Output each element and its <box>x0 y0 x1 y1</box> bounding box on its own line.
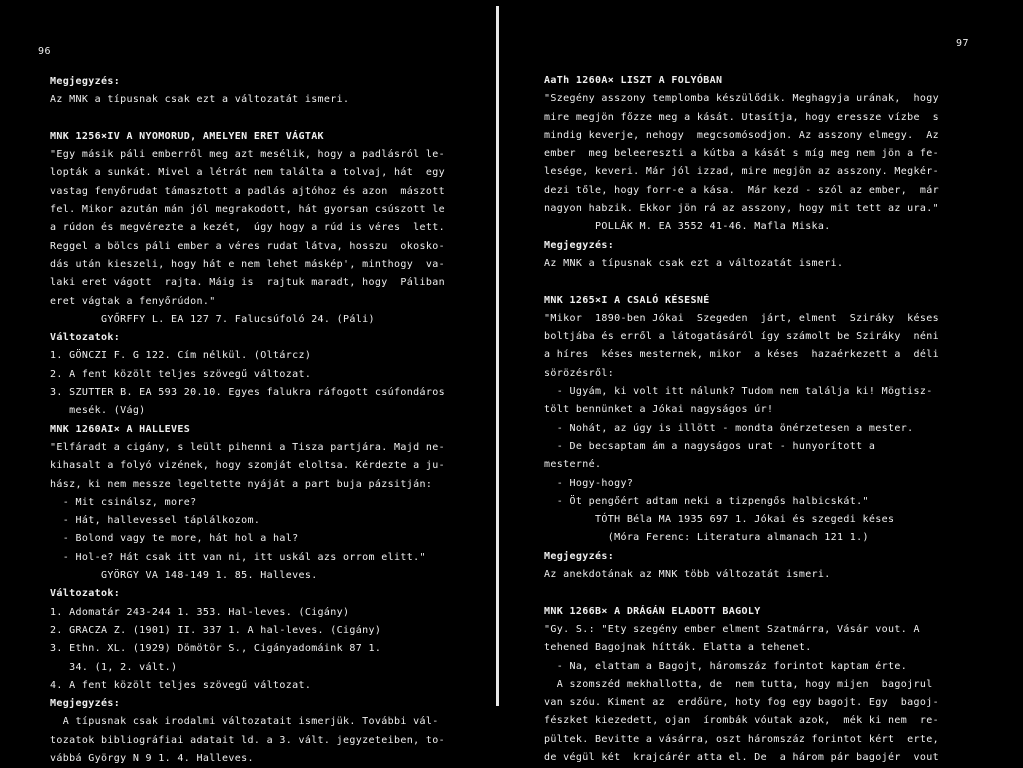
heading-line: MNK 1266B× A DRÁGÁN ELADOTT BAGOLY <box>544 605 761 617</box>
text-line <box>50 110 490 128</box>
text-line: dás után kieszeli, hogy hát e nem lehet máskép', minthogy va- <box>50 258 445 270</box>
heading-line: Változatok: <box>50 588 121 600</box>
text-line: 2. GRACZA Z. (1901) II. 337 1. A hal-leves. (Cigány) <box>50 624 382 636</box>
text-line: tozatok bibliográfiai adatait ld. a 3. vált. jegyzeteiben, to- <box>50 734 445 746</box>
heading-line: Megjegyzés: <box>544 550 615 562</box>
text-line <box>544 584 1018 602</box>
heading-line: Változatok: <box>50 332 121 344</box>
text-line: A típusnak csak irodalmi változatait ismerjük. További vál- <box>50 716 439 728</box>
text-line: mindig keverje, nehogy megcsomósodjon. Az asszony elmegy. Az <box>544 129 939 141</box>
text-line: 1. GÖNCZI F. G 122. Cím nélkül. (Oltárcz) <box>50 350 312 362</box>
text-line: boltjába és erről a látogatásáról így számolt be Sziráky néni <box>544 331 939 343</box>
text-line: - Hát, hallevessel táplálkozom. <box>50 515 261 527</box>
text-line: - Na, elattam a Bagojt, háromszáz forintot kaptam érte. <box>544 660 908 672</box>
text-line: 3. SZUTTER B. EA 593 20.10. Egyes falukra ráfogott csúfondáros <box>50 387 445 399</box>
text-line: POLLÁK M. EA 3552 41-46. Mafla Miska. <box>544 221 831 233</box>
text-line: "Mikor 1890-ben Jókai Szegeden járt, elment Sziráky késes <box>544 312 939 324</box>
text-line: - Nohát, az úgy is illött - mondta önérzetesen a mester. <box>544 422 914 434</box>
text-line: "Egy másik páli emberről meg azt mesélik, hogy a padlásról le- <box>50 149 445 161</box>
text-line: dezi tőle, hogy forr-e a kása. Már kezd - szól az ember, már <box>544 184 939 196</box>
text-line <box>544 273 1018 291</box>
heading-line: MNK 1260AI× A HALLEVES <box>50 423 191 435</box>
text-line: 3. Ethn. XL. (1929) Dömötör S., Cigányadomáink 87 1. <box>50 643 382 655</box>
text-line: sörözésről: <box>544 367 615 379</box>
text-line: - Ugyám, ki volt itt nálunk? Tudom nem találja ki! Mögtisz- <box>544 386 933 398</box>
text-line: lesége, keveri. Már jól izzad, mire megjön az asszony. Megkér- <box>544 166 939 178</box>
text-line: "Gy. S.: "Ety szegény ember elment Szatmárra, Vásár vout. A <box>544 623 920 635</box>
text-line: nagyon habzik. Ekkor jön rá az asszony, hogy mit tett az ura." <box>544 203 939 215</box>
text-line: Az anekdotának az MNK több változatát ismeri. <box>544 569 831 581</box>
text-line: Az MNK a típusnak csak ezt a változatát ismeri. <box>544 257 844 269</box>
heading-line: Megjegyzés: <box>50 76 121 87</box>
text-line: a híres késes mesternek, mikor a késes hazaérkezett a déli <box>544 349 939 361</box>
text-line: hász, ki nem messze legeltette nyáját a part buja pázsitján: <box>50 478 433 490</box>
text-line: 4. A fent közölt teljes szövegű változat. <box>50 679 312 691</box>
text-line: laki eret vágott rajta. Máig is rajtuk maradt, hogy Páliban <box>50 277 445 289</box>
text-line: "Elfáradt a cigány, s leült pihenni a Tisza partjára. Majd ne- <box>50 441 445 453</box>
text-line: lopták a sunkát. Mivel a létrát nem találta a tolvaj, hát egy <box>50 167 445 179</box>
text-line: GYÖRGY VA 148-149 1. 85. Halleves. <box>50 570 318 582</box>
text-line: - Mit csinálsz, more? <box>50 496 197 508</box>
text-line: 34. (1, 2. vált.) <box>50 661 178 673</box>
text-line: 1. Adomatár 243-244 1. 353. Hal-leves. (Cigány) <box>50 606 350 618</box>
text-line: 2. A fent közölt teljes szövegű változat. <box>50 368 312 380</box>
heading-line: MNK 1256×IV A NYOMORUD, AMELYEN ERET VÁGTAK <box>50 130 324 142</box>
heading-line: Megjegyzés: <box>544 239 615 251</box>
right-page-text <box>544 72 1018 767</box>
text-line: - Hol-e? Hát csak itt van ni, itt uskál azs orrom elitt." <box>50 551 426 563</box>
heading-line: Megjegyzés: <box>50 698 121 710</box>
text-line: fészket kiezedett, ojan írombák vóutak azok, mék ki nem re- <box>544 715 939 727</box>
heading-line: MNK 1265×I A CSALÓ KÉSESNÉ <box>544 294 710 306</box>
text-line: eret vágtak a fenyőrúdon." <box>50 295 216 307</box>
text-line: a rúdon és megvérezte a kezét, úgy hogy a rúd is véres lett. <box>50 222 445 234</box>
heading-line: AaTh 1260A× LISZT A FOLYÓBAN <box>544 75 723 86</box>
text-line: van szóu. Kiment az erdőüre, hoty fog egy bagojt. Egy bagoj- <box>544 697 939 709</box>
text-line: TÓTH Béla MA 1935 697 1. Jókai és szegedi késes <box>544 514 895 526</box>
text-line: mesék. (Vág) <box>50 405 146 417</box>
text-line: A szomszéd mekhallotta, de nem tutta, hogy mijen bagojrul <box>544 678 933 690</box>
text-line: mire megjön főzze meg a kását. Utasítja, hogy eressze vízbe s <box>544 111 939 123</box>
text-line: - Hogy-hogy? <box>544 477 634 489</box>
text-line: fel. Mikor azután mán jól megrakodott, hát gyorsan csúszott le <box>50 204 445 216</box>
page-number-right: 97 <box>956 38 970 49</box>
gutter-divider <box>496 6 499 706</box>
text-line: ember meg beleereszti a kútba a kását s míg meg nem jön a fe- <box>544 148 939 160</box>
text-line: vábbá György N 9 1. 4. Halleves. <box>50 752 254 764</box>
text-line: - Öt pengőért adtam neki a tizpengős halbicskát." <box>544 495 869 507</box>
text-line: Reggel a bölcs páli ember a véres rudat látva, hosszu okosko- <box>50 240 445 252</box>
page-number-left: 96 <box>38 46 52 57</box>
left-page-text <box>50 73 490 768</box>
text-line: tölt bennünket a Jókai nagyságos úr! <box>544 404 774 416</box>
text-line: mesterné. <box>544 459 602 471</box>
text-line: "Szegény asszony templomba készülődik. Meghagyja urának, hogy <box>544 93 939 105</box>
text-line: - De becsaptam ám a nagyságos urat - hunyorított a <box>544 440 876 452</box>
text-line: kihasalt a folyó vizének, hogy szomját eloltsa. Kérdezte a ju- <box>50 460 445 472</box>
text-line: Az MNK a típusnak csak ezt a változatát ismeri. <box>50 94 350 106</box>
text-line: tehened Bagojnak hítták. Elatta a tehenet. <box>544 642 812 654</box>
text-line: vastag fenyőrudat támasztott a padlás ajtóhoz és azon mászott <box>50 185 445 197</box>
text-line: de végül két krajcárér atta el. De a három pár bagojér vout <box>544 751 939 763</box>
text-line: GYŐRFFY L. EA 127 7. Falucsúfoló 24. (Páli) <box>50 313 375 325</box>
text-line: - Bolond vagy te more, hát hol a hal? <box>50 533 299 545</box>
text-line: pültek. Bevitte a vásárra, oszt háromszáz forintot kért erte, <box>544 733 939 745</box>
text-line: (Móra Ferenc: Literatura almanach 121 1.) <box>544 532 869 544</box>
